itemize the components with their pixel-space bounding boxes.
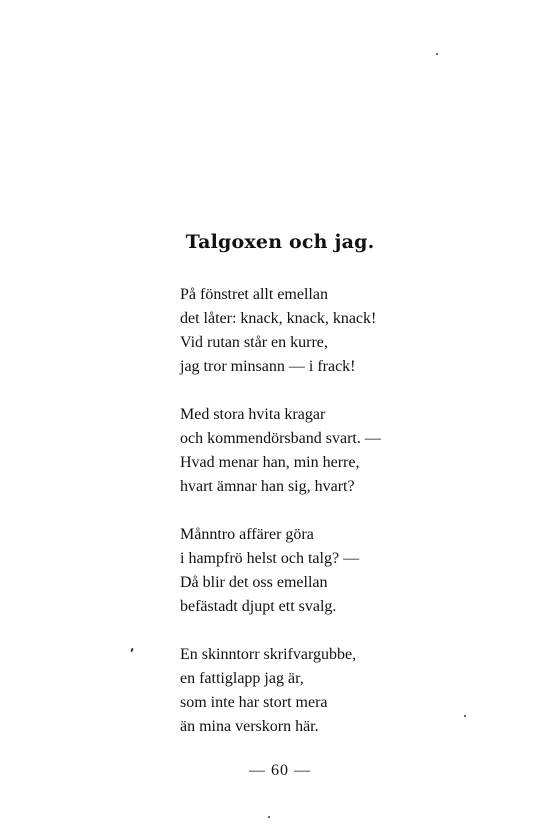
poem-body xyxy=(180,283,500,763)
poem-line: På fönstret allt emellan xyxy=(180,286,328,303)
scan-speck xyxy=(436,53,438,55)
poem-line: Med stora hvita kragar xyxy=(180,406,326,423)
scan-speck xyxy=(268,816,270,818)
stanza xyxy=(180,403,500,499)
poem-line: Hvad menar han, min herre, xyxy=(180,454,360,471)
poem-line: en fattiglapp jag är, xyxy=(180,670,304,687)
poem-title: Talgoxen och jag. xyxy=(185,231,375,253)
poem-line: Då blir det oss emellan xyxy=(180,574,328,591)
poem-line: i hampfrö helst och talg? — xyxy=(180,550,360,567)
poem-line: det låter: knack, knack, knack! xyxy=(180,310,377,327)
poem-line: som inte har stort mera xyxy=(180,694,328,711)
page-number: — 60 — xyxy=(249,762,311,779)
poem-line: befästadt djupt ett svalg. xyxy=(180,598,337,615)
poem-line: Vid rutan står en kurre, xyxy=(180,334,328,351)
stanza xyxy=(180,523,500,619)
poem-line: Månntro affärer göra xyxy=(180,526,314,543)
stanza xyxy=(180,643,500,739)
poem-line: En skinntorr skrifvargubbe, xyxy=(180,646,357,663)
poem-line: jag tror minsann — i frack! xyxy=(180,358,356,375)
scan-speck xyxy=(464,715,466,717)
scan-speck xyxy=(130,648,133,652)
poem-line: än mina verskorn här. xyxy=(180,718,319,735)
poem-line: och kommendörsband svart. — xyxy=(180,430,381,447)
stanza xyxy=(180,283,500,379)
poem-line: hvart ämnar han sig, hvart? xyxy=(180,478,355,495)
